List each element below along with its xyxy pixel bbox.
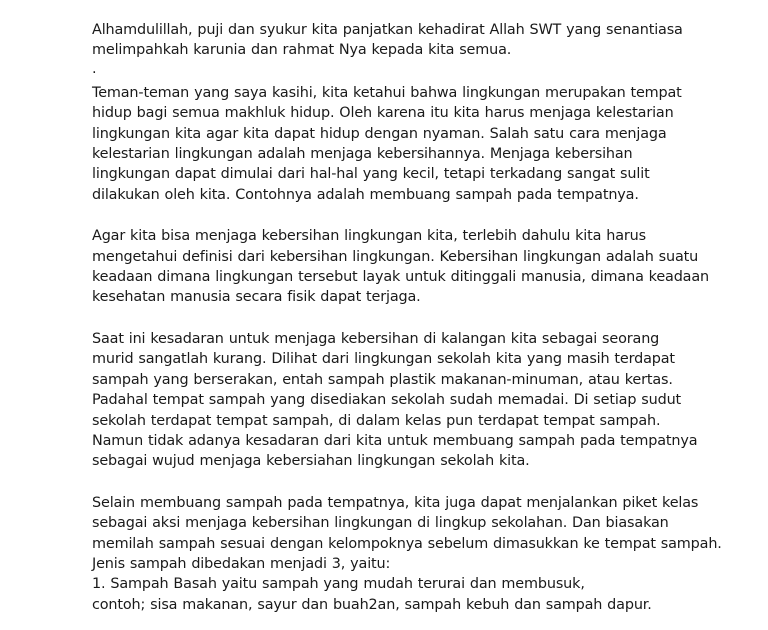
text-line: Teman-teman yang saya kasihi, kita ketahui bahwa lingkungan merupakan tempat: [92, 84, 682, 101]
text-line: kelestarian lingkungan adalah menjaga kebersihannya. Menjaga kebersihan: [92, 146, 633, 163]
text-line: contoh; sisa makanan, sayur dan buah2an, sampah kebuh dan sampah dapur.: [92, 596, 652, 613]
text-line: lingkungan dapat dimulai dari hal-hal yang kecil, tetapi terkadang sangat sulit: [92, 166, 650, 183]
paragraph-waste-types: [92, 493, 722, 615]
text-line: Jenis sampah dibedakan menjadi 3, yaitu:: [92, 555, 391, 572]
paragraph-separator-dot: .: [92, 60, 97, 77]
text-line: melimpahkah karunia dan rahmat Nya kepada kita semua.: [92, 42, 512, 59]
text-line: dilakukan oleh kita. Contohnya adalah membuang sampah pada tempatnya.: [92, 186, 639, 203]
text-line: sebagai wujud menjaga kebersiahan lingkungan sekolah kita.: [92, 453, 530, 470]
text-line: sebagai aksi menjaga kebersihan lingkungan di lingkup sekolahan. Dan biasakan: [92, 515, 669, 532]
text-line: lingkungan kita agar kita dapat hidup dengan nyaman. Salah satu cara menjaga: [92, 125, 667, 142]
text-line: sekolah terdapat tempat sampah, di dalam kelas pun terdapat tempat sampah.: [92, 412, 661, 429]
text-line: murid sangatlah kurang. Dilihat dari lingkungan sekolah kita yang masih terdapat: [92, 351, 675, 368]
text-line: Namun tidak adanya kesadaran dari kita untuk membuang sampah pada tempatnya: [92, 432, 698, 449]
text-line: mengetahui definisi dari kebersihan lingkungan. Kebersihan lingkungan adalah suatu: [92, 248, 699, 265]
text-line: hidup bagi semua makhluk hidup. Oleh karena itu kita harus menjaga kelestarian: [92, 105, 674, 122]
paragraph-awareness: [92, 329, 698, 472]
list-item: 1. Sampah Basah yaitu sampah yang mudah terurai dan membusuk,: [92, 576, 585, 593]
paragraph-definition: [92, 226, 709, 308]
text-line: memilah sampah sesuai dengan kelompoknya sebelum dimasukkan ke tempat sampah.: [92, 535, 722, 552]
text-line: Selain membuang sampah pada tempatnya, kita juga dapat menjalankan piket kelas: [92, 494, 699, 511]
text-line: sampah yang berserakan, entah sampah plastik makanan-minuman, atau kertas.: [92, 371, 673, 388]
paragraph-environment-intro: [92, 83, 692, 205]
text-line: Padahal tempat sampah yang disediakan sekolah sudah memadai. Di setiap sudut: [92, 392, 682, 409]
text-line: Alhamdulillah, puji dan syukur kita panjatkan kehadirat Allah SWT yang senantiasa: [92, 22, 683, 38]
text-line: keadaan dimana lingkungan tersebut layak untuk ditinggali manusia, dimana keadaan: [92, 269, 709, 286]
text-line: Agar kita bisa menjaga kebersihan lingkungan kita, terlebih dahulu kita harus: [92, 228, 646, 245]
paragraph-opening: [92, 20, 692, 61]
text-line: kesehatan manusia secara fisik dapat terjaga.: [92, 289, 421, 306]
text-line: Saat ini kesadaran untuk menjaga kebersihan di kalangan kita sebagai seorang: [92, 330, 660, 347]
